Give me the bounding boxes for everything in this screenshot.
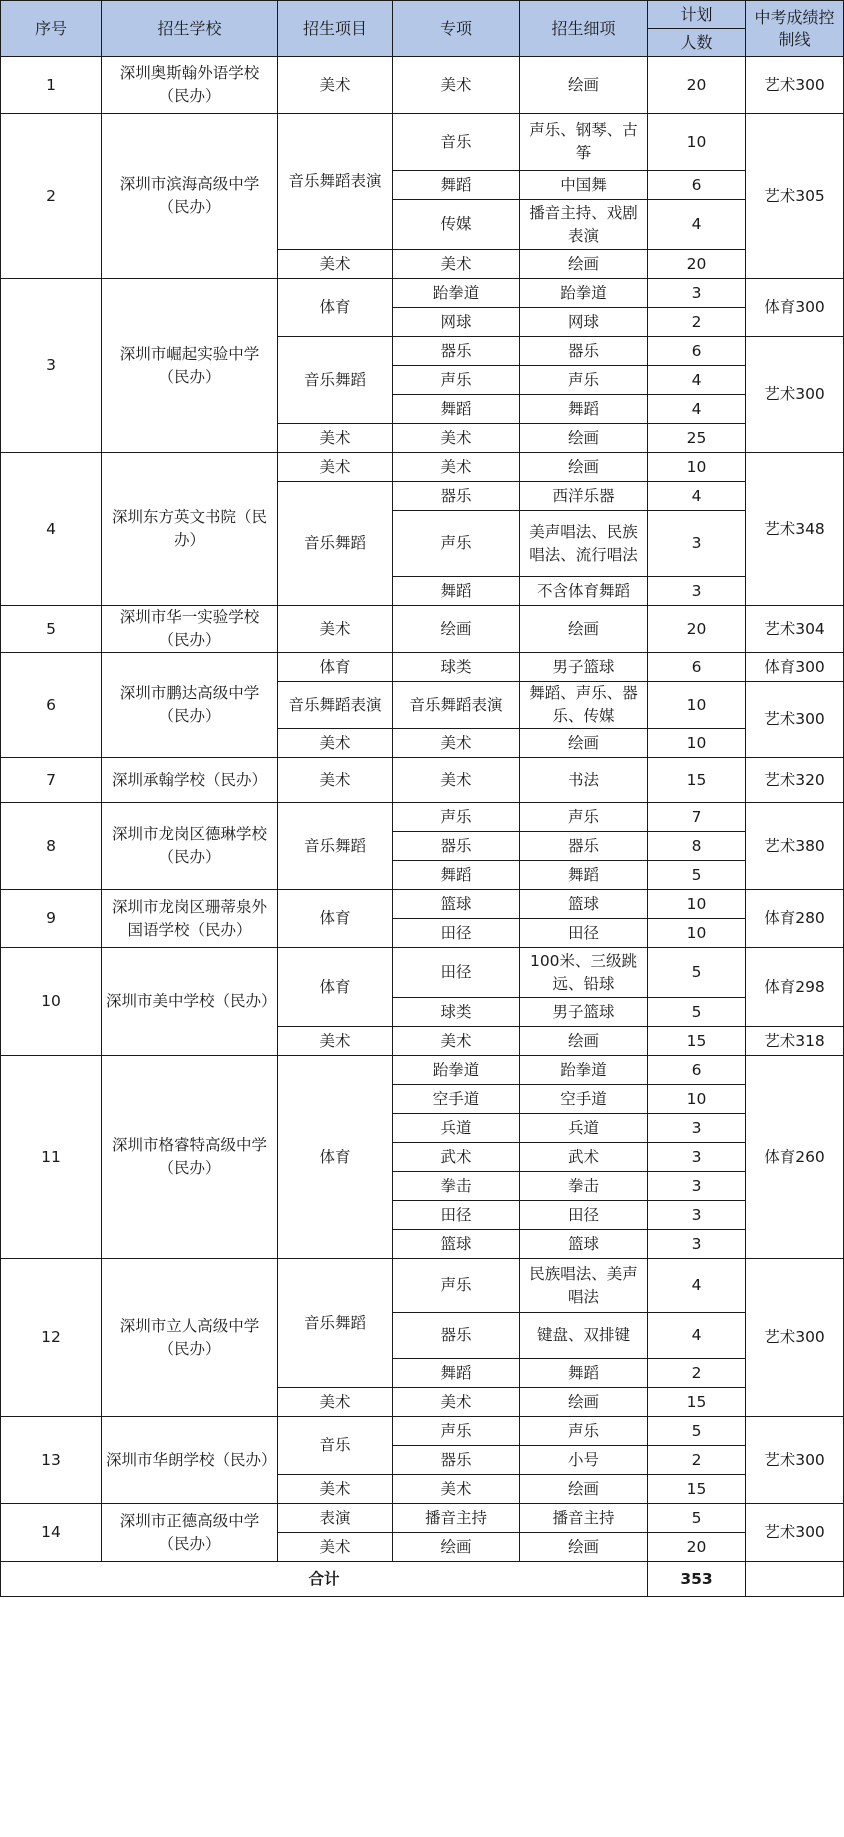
cutoff-cell: 体育280	[746, 890, 844, 948]
detail-cell: 武术	[520, 1143, 648, 1172]
table-row	[1, 1259, 844, 1313]
project-cell: 音乐舞蹈表演	[278, 682, 393, 729]
specialty-cell: 器乐	[393, 337, 520, 366]
specialty-cell: 球类	[393, 998, 520, 1027]
detail-cell: 绘画	[520, 1475, 648, 1504]
project-cell: 美术	[278, 250, 393, 279]
detail-cell: 舞蹈	[520, 1359, 648, 1388]
table-row	[1, 653, 844, 682]
specialty-cell: 田径	[393, 1201, 520, 1230]
col-header-plan-bottom: 人数	[648, 29, 746, 57]
total-row	[1, 1562, 844, 1597]
detail-cell: 绘画	[520, 250, 648, 279]
specialty-cell: 声乐	[393, 1259, 520, 1313]
school-name-cell: 深圳市滨海高级中学（民办）	[102, 114, 278, 279]
table-row	[1, 948, 844, 998]
quota-cell: 6	[648, 337, 746, 366]
project-cell: 体育	[278, 948, 393, 1027]
school-name-cell: 深圳市格睿特高级中学（民办）	[102, 1056, 278, 1259]
specialty-cell: 球类	[393, 653, 520, 682]
project-cell: 音乐舞蹈表演	[278, 114, 393, 250]
col-header-project: 招生项目	[278, 1, 393, 57]
col-header-school: 招生学校	[102, 1, 278, 57]
quota-cell: 5	[648, 1504, 746, 1533]
detail-cell: 拳击	[520, 1172, 648, 1201]
school-name-cell: 深圳市崛起实验中学（民办）	[102, 279, 278, 453]
school-name-cell: 深圳市龙岗区珊蒂泉外国语学校（民办）	[102, 890, 278, 948]
detail-cell: 书法	[520, 758, 648, 803]
quota-cell: 4	[648, 1313, 746, 1359]
detail-cell: 兵道	[520, 1114, 648, 1143]
seq-cell: 5	[1, 606, 102, 653]
project-cell: 体育	[278, 1056, 393, 1259]
specialty-cell: 播音主持	[393, 1504, 520, 1533]
quota-cell: 3	[648, 1201, 746, 1230]
table-row	[1, 890, 844, 919]
detail-cell: 男子篮球	[520, 998, 648, 1027]
quota-cell: 4	[648, 366, 746, 395]
seq-cell: 14	[1, 1504, 102, 1562]
quota-cell: 3	[648, 1230, 746, 1259]
table-row	[1, 1504, 844, 1533]
school-name-cell: 深圳市龙岗区德琳学校（民办）	[102, 803, 278, 890]
detail-cell: 舞蹈	[520, 861, 648, 890]
project-cell: 美术	[278, 1475, 393, 1504]
quota-cell: 4	[648, 482, 746, 511]
cutoff-cell: 艺术300	[746, 1417, 844, 1504]
quota-cell: 5	[648, 861, 746, 890]
quota-cell: 3	[648, 577, 746, 606]
quota-cell: 6	[648, 171, 746, 200]
quota-cell: 15	[648, 758, 746, 803]
school-name-cell: 深圳东方英文书院（民办）	[102, 453, 278, 606]
seq-cell: 8	[1, 803, 102, 890]
specialty-cell: 美术	[393, 758, 520, 803]
project-cell: 美术	[278, 729, 393, 758]
quota-cell: 10	[648, 682, 746, 729]
project-cell: 音乐舞蹈	[278, 1259, 393, 1388]
table-row	[1, 114, 844, 171]
detail-cell: 绘画	[520, 453, 648, 482]
quota-cell: 10	[648, 114, 746, 171]
specialty-cell: 美术	[393, 57, 520, 114]
table-row	[1, 57, 844, 114]
table-row	[1, 453, 844, 482]
specialty-cell: 舞蹈	[393, 1359, 520, 1388]
specialty-cell: 美术	[393, 424, 520, 453]
detail-cell: 跆拳道	[520, 279, 648, 308]
specialty-cell: 器乐	[393, 832, 520, 861]
project-cell: 美术	[278, 453, 393, 482]
detail-cell: 民族唱法、美声唱法	[520, 1259, 648, 1313]
specialty-cell: 跆拳道	[393, 1056, 520, 1085]
specialty-cell: 舞蹈	[393, 577, 520, 606]
project-cell: 音乐舞蹈	[278, 482, 393, 606]
cutoff-cell: 体育260	[746, 1056, 844, 1259]
school-name-cell: 深圳市鹏达高级中学（民办）	[102, 653, 278, 758]
cutoff-cell: 艺术348	[746, 453, 844, 606]
specialty-cell: 兵道	[393, 1114, 520, 1143]
quota-cell: 6	[648, 1056, 746, 1085]
specialty-cell: 田径	[393, 919, 520, 948]
quota-cell: 3	[648, 1172, 746, 1201]
quota-cell: 15	[648, 1388, 746, 1417]
quota-cell: 5	[648, 948, 746, 998]
specialty-cell: 美术	[393, 1388, 520, 1417]
specialty-cell: 拳击	[393, 1172, 520, 1201]
project-cell: 音乐舞蹈	[278, 337, 393, 424]
specialty-cell: 美术	[393, 250, 520, 279]
specialty-cell: 声乐	[393, 1417, 520, 1446]
quota-cell: 5	[648, 998, 746, 1027]
quota-cell: 6	[648, 653, 746, 682]
detail-cell: 不含体育舞蹈	[520, 577, 648, 606]
detail-cell: 篮球	[520, 1230, 648, 1259]
quota-cell: 20	[648, 606, 746, 653]
table-row	[1, 606, 844, 653]
project-cell: 体育	[278, 653, 393, 682]
quota-cell: 10	[648, 919, 746, 948]
seq-cell: 12	[1, 1259, 102, 1417]
project-cell: 音乐舞蹈	[278, 803, 393, 890]
specialty-cell: 音乐	[393, 114, 520, 171]
detail-cell: 田径	[520, 919, 648, 948]
total-cutoff-empty	[746, 1562, 844, 1597]
quota-cell: 2	[648, 1446, 746, 1475]
specialty-cell: 器乐	[393, 1313, 520, 1359]
quota-cell: 15	[648, 1027, 746, 1056]
school-name-cell: 深圳市华朗学校（民办）	[102, 1417, 278, 1504]
quota-cell: 4	[648, 1259, 746, 1313]
detail-cell: 绘画	[520, 1388, 648, 1417]
detail-cell: 声乐	[520, 1417, 648, 1446]
project-cell: 美术	[278, 424, 393, 453]
specialty-cell: 绘画	[393, 606, 520, 653]
project-cell: 美术	[278, 606, 393, 653]
detail-cell: 网球	[520, 308, 648, 337]
project-cell: 体育	[278, 890, 393, 948]
detail-cell: 器乐	[520, 337, 648, 366]
detail-cell: 绘画	[520, 606, 648, 653]
project-cell: 表演	[278, 1504, 393, 1533]
specialty-cell: 网球	[393, 308, 520, 337]
quota-cell: 20	[648, 250, 746, 279]
detail-cell: 绘画	[520, 1533, 648, 1562]
detail-cell: 键盘、双排键	[520, 1313, 648, 1359]
cutoff-cell: 艺术300	[746, 682, 844, 758]
specialty-cell: 武术	[393, 1143, 520, 1172]
quota-cell: 7	[648, 803, 746, 832]
detail-cell: 篮球	[520, 890, 648, 919]
seq-cell: 1	[1, 57, 102, 114]
seq-cell: 11	[1, 1056, 102, 1259]
detail-cell: 跆拳道	[520, 1056, 648, 1085]
detail-cell: 小号	[520, 1446, 648, 1475]
quota-cell: 2	[648, 1359, 746, 1388]
specialty-cell: 声乐	[393, 803, 520, 832]
detail-cell: 声乐、钢琴、古筝	[520, 114, 648, 171]
quota-cell: 25	[648, 424, 746, 453]
quota-cell: 3	[648, 279, 746, 308]
total-value: 353	[648, 1562, 746, 1597]
specialty-cell: 美术	[393, 1027, 520, 1056]
detail-cell: 绘画	[520, 1027, 648, 1056]
cutoff-cell: 体育300	[746, 653, 844, 682]
cutoff-cell: 艺术320	[746, 758, 844, 803]
project-cell: 美术	[278, 1388, 393, 1417]
detail-cell: 舞蹈	[520, 395, 648, 424]
seq-cell: 13	[1, 1417, 102, 1504]
quota-cell: 4	[648, 395, 746, 424]
seq-cell: 10	[1, 948, 102, 1056]
school-name-cell: 深圳市正德高级中学（民办）	[102, 1504, 278, 1562]
specialty-cell: 美术	[393, 729, 520, 758]
quota-cell: 3	[648, 1114, 746, 1143]
cutoff-cell: 艺术300	[746, 1504, 844, 1562]
cutoff-cell: 体育298	[746, 948, 844, 1027]
seq-cell: 4	[1, 453, 102, 606]
detail-cell: 舞蹈、声乐、器乐、传媒	[520, 682, 648, 729]
school-name-cell: 深圳承翰学校（民办）	[102, 758, 278, 803]
project-cell: 体育	[278, 279, 393, 337]
quota-cell: 5	[648, 1417, 746, 1446]
quota-cell: 10	[648, 729, 746, 758]
quota-cell: 3	[648, 511, 746, 577]
detail-cell: 中国舞	[520, 171, 648, 200]
cutoff-cell: 艺术300	[746, 337, 844, 453]
project-cell: 美术	[278, 758, 393, 803]
specialty-cell: 美术	[393, 1475, 520, 1504]
quota-cell: 20	[648, 57, 746, 114]
detail-cell: 声乐	[520, 366, 648, 395]
total-label: 合计	[1, 1562, 648, 1597]
specialty-cell: 器乐	[393, 1446, 520, 1475]
cutoff-cell: 艺术380	[746, 803, 844, 890]
detail-cell: 声乐	[520, 803, 648, 832]
table-row	[1, 758, 844, 803]
specialty-cell: 声乐	[393, 366, 520, 395]
detail-cell: 绘画	[520, 424, 648, 453]
col-header-plan-top: 计划	[648, 1, 746, 29]
specialty-cell: 空手道	[393, 1085, 520, 1114]
specialty-cell: 篮球	[393, 1230, 520, 1259]
school-name-cell: 深圳市立人高级中学（民办）	[102, 1259, 278, 1417]
specialty-cell: 传媒	[393, 200, 520, 250]
cutoff-cell: 艺术305	[746, 114, 844, 279]
table-row	[1, 803, 844, 832]
specialty-cell: 篮球	[393, 890, 520, 919]
detail-cell: 美声唱法、民族唱法、流行唱法	[520, 511, 648, 577]
quota-cell: 10	[648, 453, 746, 482]
table-row	[1, 279, 844, 308]
specialty-cell: 器乐	[393, 482, 520, 511]
school-name-cell: 深圳市华一实验学校（民办）	[102, 606, 278, 653]
specialty-cell: 音乐舞蹈表演	[393, 682, 520, 729]
col-header-seq: 序号	[1, 1, 102, 57]
specialty-cell: 舞蹈	[393, 861, 520, 890]
detail-cell: 绘画	[520, 729, 648, 758]
cutoff-cell: 艺术318	[746, 1027, 844, 1056]
detail-cell: 100米、三级跳远、铅球	[520, 948, 648, 998]
detail-cell: 西洋乐器	[520, 482, 648, 511]
project-cell: 美术	[278, 1027, 393, 1056]
detail-cell: 播音主持	[520, 1504, 648, 1533]
specialty-cell: 绘画	[393, 1533, 520, 1562]
detail-cell: 绘画	[520, 57, 648, 114]
detail-cell: 田径	[520, 1201, 648, 1230]
col-header-cutoff: 中考成绩控制线	[746, 1, 844, 57]
col-header-detail: 招生细项	[520, 1, 648, 57]
quota-cell: 8	[648, 832, 746, 861]
specialty-cell: 舞蹈	[393, 171, 520, 200]
specialty-cell: 跆拳道	[393, 279, 520, 308]
specialty-cell: 田径	[393, 948, 520, 998]
quota-cell: 2	[648, 308, 746, 337]
table-row	[1, 1417, 844, 1446]
specialty-cell: 声乐	[393, 511, 520, 577]
seq-cell: 2	[1, 114, 102, 279]
cutoff-cell: 艺术304	[746, 606, 844, 653]
quota-cell: 10	[648, 890, 746, 919]
cutoff-cell: 艺术300	[746, 57, 844, 114]
project-cell: 美术	[278, 57, 393, 114]
col-header-specialty: 专项	[393, 1, 520, 57]
cutoff-cell: 体育300	[746, 279, 844, 337]
specialty-cell: 美术	[393, 453, 520, 482]
detail-cell: 器乐	[520, 832, 648, 861]
table-body	[1, 57, 844, 1562]
quota-cell: 20	[648, 1533, 746, 1562]
detail-cell: 男子篮球	[520, 653, 648, 682]
quota-cell: 10	[648, 1085, 746, 1114]
project-cell: 美术	[278, 1533, 393, 1562]
cutoff-cell: 艺术300	[746, 1259, 844, 1417]
quota-cell: 3	[648, 1143, 746, 1172]
table-row	[1, 1056, 844, 1085]
header-row	[1, 1, 844, 29]
seq-cell: 3	[1, 279, 102, 453]
project-cell: 音乐	[278, 1417, 393, 1475]
detail-cell: 播音主持、戏剧表演	[520, 200, 648, 250]
quota-cell: 4	[648, 200, 746, 250]
quota-cell: 15	[648, 1475, 746, 1504]
seq-cell: 7	[1, 758, 102, 803]
school-name-cell: 深圳奥斯翰外语学校（民办）	[102, 57, 278, 114]
specialty-cell: 舞蹈	[393, 395, 520, 424]
seq-cell: 9	[1, 890, 102, 948]
seq-cell: 6	[1, 653, 102, 758]
school-name-cell: 深圳市美中学校（民办）	[102, 948, 278, 1056]
detail-cell: 空手道	[520, 1085, 648, 1114]
